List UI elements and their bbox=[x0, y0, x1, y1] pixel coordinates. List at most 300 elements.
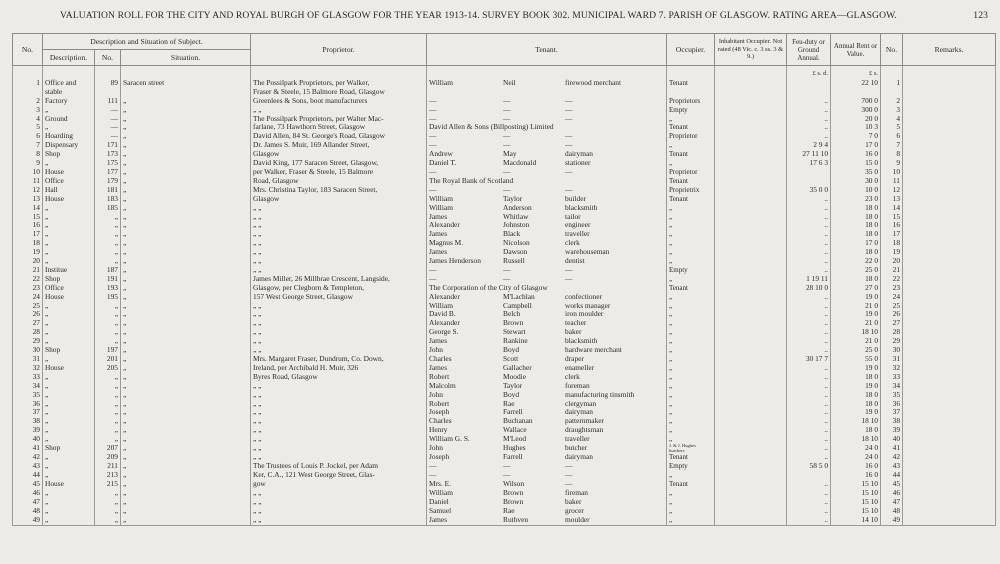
inhabitant-occupier-cell bbox=[715, 195, 787, 204]
remarks-cell bbox=[903, 453, 996, 462]
tenant-cell bbox=[427, 150, 667, 159]
tenant-cell bbox=[427, 417, 667, 426]
annual-rent-cell: 10 3 bbox=[831, 123, 881, 132]
page-header bbox=[0, 10, 1000, 24]
tenant-occupation: enameller bbox=[565, 363, 595, 372]
row-number-right: 33 bbox=[881, 373, 903, 382]
occupier-cell: Tenant bbox=[667, 480, 715, 489]
street-number-cell: 179 bbox=[95, 177, 121, 186]
annual-rent-cell: 14 10 bbox=[831, 516, 881, 525]
row-number bbox=[13, 88, 43, 97]
situation-cell: „ bbox=[121, 426, 251, 435]
tenant-cell bbox=[427, 115, 667, 124]
street-number-cell: 111 bbox=[95, 97, 121, 106]
situation-cell: „ bbox=[121, 373, 251, 382]
proprietor-cell: Ker, C.A., 121 West George Street, Glas- bbox=[251, 471, 427, 480]
feu-duty-cell: 1 19 11 bbox=[787, 275, 831, 284]
row-number-right: 8 bbox=[881, 150, 903, 159]
situation-cell: „ bbox=[121, 123, 251, 132]
description-cell: „ bbox=[43, 310, 95, 319]
street-number-cell: „ bbox=[95, 221, 121, 230]
feu-duty-cell: 35 0 0 bbox=[787, 186, 831, 195]
table-row bbox=[13, 159, 996, 168]
proprietor-cell: „ „ bbox=[251, 248, 427, 257]
proprietor-cell: Mrs. Margaret Fraser, Dundrum, Co. Down, bbox=[251, 355, 427, 364]
situation-cell: „ bbox=[121, 462, 251, 471]
table-row bbox=[13, 88, 996, 97]
tenant-forename: James bbox=[429, 212, 448, 221]
tenant-surname: Dawson bbox=[503, 248, 528, 257]
tenant-cell bbox=[427, 221, 667, 230]
tenant-cell bbox=[427, 310, 667, 319]
street-number-cell: „ bbox=[95, 373, 121, 382]
tenant-cell bbox=[427, 408, 667, 417]
occupier-cell: Tenant bbox=[667, 123, 715, 132]
annual-rent-cell: 16 0 bbox=[831, 471, 881, 480]
table-row bbox=[13, 239, 996, 248]
annual-rent-cell: 19 0 bbox=[831, 364, 881, 373]
proprietor-cell: „ „ bbox=[251, 239, 427, 248]
situation-cell: „ bbox=[121, 221, 251, 230]
remarks-cell bbox=[903, 480, 996, 489]
tenant-cell bbox=[427, 275, 667, 284]
tenant-forename: Charles bbox=[429, 355, 452, 363]
situation-cell: „ bbox=[121, 408, 251, 417]
street-number-cell: „ bbox=[95, 507, 121, 516]
table-row bbox=[13, 284, 996, 293]
proprietor-cell: David Allen, 84 St. George's Road, Glasgow bbox=[251, 132, 427, 141]
occupier-cell: „ bbox=[667, 257, 715, 266]
annual-rent-cell: 18 0 bbox=[831, 221, 881, 230]
tenant-occupation: — bbox=[565, 185, 573, 194]
proprietor-cell: „ „ bbox=[251, 213, 427, 222]
occupier-cell: „ bbox=[667, 302, 715, 311]
row-number: 8 bbox=[13, 150, 43, 159]
description-cell: House bbox=[43, 293, 95, 302]
annual-rent-cell: 55 0 bbox=[831, 355, 881, 364]
proprietor-cell: „ „ bbox=[251, 302, 427, 311]
proprietor-cell: „ „ bbox=[251, 498, 427, 507]
feu-duty-cell: .. bbox=[787, 115, 831, 124]
remarks-cell bbox=[903, 248, 996, 257]
occupier-cell: „ bbox=[667, 141, 715, 150]
remarks-cell bbox=[903, 284, 996, 293]
table-row bbox=[13, 498, 996, 507]
description-cell: „ bbox=[43, 507, 95, 516]
row-number: 7 bbox=[13, 141, 43, 150]
inhabitant-occupier-cell bbox=[715, 248, 787, 257]
tenant-surname: Farrell bbox=[503, 453, 523, 462]
tenant-occupation: clerk bbox=[565, 239, 580, 248]
description-cell: Shop bbox=[43, 444, 95, 453]
tenant-surname: — bbox=[503, 471, 511, 480]
col-header-situation: Situation. bbox=[121, 50, 251, 66]
row-number: 48 bbox=[13, 507, 43, 516]
tenant-surname: Rae bbox=[503, 506, 515, 515]
inhabitant-occupier-cell bbox=[715, 257, 787, 266]
row-number-right: 3 bbox=[881, 106, 903, 115]
tenant-occupation: grocer bbox=[565, 506, 584, 515]
feu-duty-cell: 30 17 7 bbox=[787, 355, 831, 364]
tenant-forename: James bbox=[429, 363, 448, 372]
proprietor-cell: „ „ bbox=[251, 337, 427, 346]
tenant-cell bbox=[427, 453, 667, 462]
situation-cell: „ bbox=[121, 346, 251, 355]
situation-cell: „ bbox=[121, 230, 251, 239]
feu-duty-cell: .. bbox=[787, 123, 831, 132]
description-cell: „ bbox=[43, 417, 95, 426]
remarks-cell bbox=[903, 221, 996, 230]
proprietor-cell: per Walker, Fraser & Steele, 15 Balmore bbox=[251, 168, 427, 177]
annual-rent-cell: 22 0 bbox=[831, 257, 881, 266]
row-number-right: 17 bbox=[881, 230, 903, 239]
tenant-cell bbox=[427, 132, 667, 141]
tenant-forename: Samuel bbox=[429, 506, 452, 515]
tenant-surname: Gallacher bbox=[503, 363, 532, 372]
col-header-number: No. bbox=[95, 50, 121, 66]
proprietor-cell: Glasgow bbox=[251, 150, 427, 159]
table-row bbox=[13, 195, 996, 204]
tenant-occupation: — bbox=[565, 265, 573, 274]
tenant-forename: — bbox=[429, 462, 437, 471]
tenant-cell bbox=[427, 79, 667, 88]
description-cell: „ bbox=[43, 400, 95, 409]
tenant-surname: M'Lachlan bbox=[503, 292, 535, 301]
occupier-cell: „ bbox=[667, 293, 715, 302]
row-number-right: 47 bbox=[881, 498, 903, 507]
tenant-occupation: baker bbox=[565, 497, 582, 506]
inhabitant-occupier-cell bbox=[715, 400, 787, 409]
tenant-forename: William bbox=[429, 78, 453, 87]
remarks-cell bbox=[903, 444, 996, 453]
remarks-cell bbox=[903, 177, 996, 186]
proprietor-cell: „ „ bbox=[251, 444, 427, 453]
tenant-cell bbox=[427, 248, 667, 257]
remarks-cell bbox=[903, 435, 996, 444]
occupier-cell: Tenant bbox=[667, 150, 715, 159]
row-number-right: 6 bbox=[881, 132, 903, 141]
inhabitant-occupier-cell bbox=[715, 328, 787, 337]
situation-cell: „ bbox=[121, 382, 251, 391]
tenant-surname: Black bbox=[503, 230, 521, 239]
tenant-forename: Mrs. E. bbox=[429, 479, 451, 488]
inhabitant-occupier-cell bbox=[715, 453, 787, 462]
situation-cell: „ bbox=[121, 186, 251, 195]
situation-cell: „ bbox=[121, 195, 251, 204]
inhabitant-occupier-cell bbox=[715, 489, 787, 498]
feu-duty-cell bbox=[787, 79, 831, 88]
tenant-forename: George S. bbox=[429, 328, 459, 337]
inhabitant-occupier-cell bbox=[715, 88, 787, 97]
row-number-right: 42 bbox=[881, 453, 903, 462]
street-number-cell: 193 bbox=[95, 284, 121, 293]
street-number-cell: „ bbox=[95, 302, 121, 311]
tenant-forename: Malcolm bbox=[429, 381, 456, 390]
situation-cell: „ bbox=[121, 204, 251, 213]
occupier-cell: „ bbox=[667, 204, 715, 213]
row-number-right: 39 bbox=[881, 426, 903, 435]
description-cell: „ bbox=[43, 204, 95, 213]
proprietor-cell: farlane, 73 Hawthorn Street, Glasgow bbox=[251, 123, 427, 132]
proprietor-cell: „ „ bbox=[251, 426, 427, 435]
street-number-cell: 215 bbox=[95, 480, 121, 489]
situation-cell: „ bbox=[121, 302, 251, 311]
remarks-cell bbox=[903, 79, 996, 88]
feu-duty-cell: .. bbox=[787, 364, 831, 373]
tenant-cell bbox=[427, 462, 667, 471]
street-number-cell: 177 bbox=[95, 168, 121, 177]
description-cell: House bbox=[43, 364, 95, 373]
row-number: 38 bbox=[13, 417, 43, 426]
inhabitant-occupier-cell bbox=[715, 177, 787, 186]
inhabitant-occupier-cell bbox=[715, 435, 787, 444]
occupier-cell: „ bbox=[667, 319, 715, 328]
tenant-forename: — bbox=[429, 105, 437, 114]
tenant-forename: — bbox=[429, 167, 437, 176]
inhabitant-occupier-cell bbox=[715, 373, 787, 382]
remarks-cell bbox=[903, 159, 996, 168]
tenant-occupation: blacksmith bbox=[565, 337, 598, 346]
inhabitant-occupier-cell bbox=[715, 346, 787, 355]
street-number-cell: 207 bbox=[95, 444, 121, 453]
tenant-surname: Boyd bbox=[503, 390, 520, 399]
annual-rent-cell: 18 0 bbox=[831, 426, 881, 435]
situation-cell: „ bbox=[121, 319, 251, 328]
feu-duty-cell: 28 10 0 bbox=[787, 284, 831, 293]
remarks-cell bbox=[903, 168, 996, 177]
feu-duty-cell bbox=[787, 177, 831, 186]
row-number-right: 15 bbox=[881, 213, 903, 222]
feu-duty-cell: .. bbox=[787, 507, 831, 516]
description-cell: Office bbox=[43, 177, 95, 186]
inhabitant-occupier-cell bbox=[715, 186, 787, 195]
proprietor-cell: „ „ bbox=[251, 489, 427, 498]
description-cell: „ bbox=[43, 123, 95, 132]
situation-cell bbox=[121, 88, 251, 97]
description-cell: Shop bbox=[43, 150, 95, 159]
inhabitant-occupier-cell bbox=[715, 319, 787, 328]
remarks-cell bbox=[903, 204, 996, 213]
tenant-surname: — bbox=[503, 462, 511, 471]
description-cell: „ bbox=[43, 516, 95, 525]
tenant-cell bbox=[427, 498, 667, 507]
tenant-cell bbox=[427, 123, 667, 132]
description-cell: „ bbox=[43, 319, 95, 328]
tenant-occupation: hardware merchant bbox=[565, 346, 622, 355]
row-number-right: 44 bbox=[881, 471, 903, 480]
tenant-occupation: builder bbox=[565, 194, 586, 203]
street-number-cell: „ bbox=[95, 328, 121, 337]
street-number-cell: „ bbox=[95, 257, 121, 266]
situation-cell: „ bbox=[121, 471, 251, 480]
inhabitant-occupier-cell bbox=[715, 213, 787, 222]
proprietor-cell: „ „ bbox=[251, 408, 427, 417]
occupier-cell: „ bbox=[667, 328, 715, 337]
situation-cell: „ bbox=[121, 239, 251, 248]
annual-rent-cell: 18 10 bbox=[831, 435, 881, 444]
inhabitant-occupier-cell bbox=[715, 230, 787, 239]
table-row bbox=[13, 435, 996, 444]
feu-duty-cell: 2 9 4 bbox=[787, 141, 831, 150]
row-number: 27 bbox=[13, 319, 43, 328]
remarks-cell bbox=[903, 471, 996, 480]
proprietor-cell: „ „ bbox=[251, 516, 427, 525]
street-number-cell: 209 bbox=[95, 453, 121, 462]
table-row bbox=[13, 489, 996, 498]
tenant-surname: Neil bbox=[503, 78, 516, 87]
occupier-cell: „ bbox=[667, 498, 715, 507]
description-cell: Shop bbox=[43, 275, 95, 284]
row-number-right: 20 bbox=[881, 257, 903, 266]
description-cell: „ bbox=[43, 408, 95, 417]
proprietor-cell: „ „ bbox=[251, 435, 427, 444]
tenant-occupation: clergyman bbox=[565, 399, 597, 408]
description-cell: stable bbox=[43, 88, 95, 97]
row-number-right: 43 bbox=[881, 462, 903, 471]
street-number-cell: 89 bbox=[95, 79, 121, 88]
street-number-cell: „ bbox=[95, 239, 121, 248]
row-number: 16 bbox=[13, 221, 43, 230]
occupier-cell: Tenant bbox=[667, 453, 715, 462]
annual-rent-cell: 19 0 bbox=[831, 382, 881, 391]
tenant-surname: Boyd bbox=[503, 346, 520, 355]
tenant-forename: John bbox=[429, 444, 443, 453]
row-number: 6 bbox=[13, 132, 43, 141]
tenant-forename: William bbox=[429, 194, 453, 203]
feu-duty-cell: .. bbox=[787, 417, 831, 426]
occupier-cell: Proprietrix bbox=[667, 186, 715, 195]
remarks-cell bbox=[903, 310, 996, 319]
row-number-right: 14 bbox=[881, 204, 903, 213]
row-number: 10 bbox=[13, 168, 43, 177]
annual-rent-cell: 18 0 bbox=[831, 248, 881, 257]
remarks-cell bbox=[903, 417, 996, 426]
feu-duty-cell: 58 5 0 bbox=[787, 462, 831, 471]
tenant-cell bbox=[427, 364, 667, 373]
tenant-cell bbox=[427, 213, 667, 222]
situation-cell: „ bbox=[121, 177, 251, 186]
annual-rent-cell: 16 0 bbox=[831, 462, 881, 471]
annual-rent-cell: 19 0 bbox=[831, 310, 881, 319]
table-row bbox=[13, 213, 996, 222]
street-number-cell: „ bbox=[95, 489, 121, 498]
tenant-cell bbox=[427, 328, 667, 337]
proprietor-cell: Glasgow, per Clegborn & Templeton, bbox=[251, 284, 427, 293]
tenant-occupation: dairyman bbox=[565, 150, 593, 159]
tenant-cell bbox=[427, 141, 667, 150]
row-number: 39 bbox=[13, 426, 43, 435]
tenant-surname: Wilson bbox=[503, 479, 525, 488]
tenant-occupation: — bbox=[565, 471, 573, 480]
inhabitant-occupier-cell bbox=[715, 168, 787, 177]
tenant-cell bbox=[427, 507, 667, 516]
col-header-proprietor: Proprietor. bbox=[251, 34, 427, 66]
tenant-forename: — bbox=[429, 132, 437, 141]
situation-cell: „ bbox=[121, 453, 251, 462]
table-row bbox=[13, 364, 996, 373]
remarks-cell bbox=[903, 141, 996, 150]
tenant-cell bbox=[427, 391, 667, 400]
inhabitant-occupier-cell bbox=[715, 417, 787, 426]
row-number-right: 35 bbox=[881, 391, 903, 400]
remarks-cell bbox=[903, 97, 996, 106]
tenant-forename: — bbox=[429, 141, 437, 150]
tenant-surname: — bbox=[503, 141, 511, 150]
tenant-cell bbox=[427, 293, 667, 302]
table-row bbox=[13, 417, 996, 426]
feu-duty-cell: .. bbox=[787, 373, 831, 382]
tenant-forename: William G. S. bbox=[429, 435, 470, 444]
tenant-occupation: fireman bbox=[565, 488, 588, 497]
annual-rent-cell: 22 10 bbox=[831, 79, 881, 88]
annual-rent-cell: 23 0 bbox=[831, 195, 881, 204]
col-header-feu-duty: Feu-duty or Ground Annual. bbox=[787, 34, 831, 66]
street-number-cell: „ bbox=[95, 417, 121, 426]
row-number-right: 23 bbox=[881, 284, 903, 293]
row-number-right: 10 bbox=[881, 168, 903, 177]
feu-duty-cell: .. bbox=[787, 444, 831, 453]
occupier-cell: Empty bbox=[667, 106, 715, 115]
occupier-cell: „ bbox=[667, 221, 715, 230]
remarks-cell bbox=[903, 186, 996, 195]
feu-duty-cell: .. bbox=[787, 106, 831, 115]
row-number-right: 49 bbox=[881, 516, 903, 525]
proprietor-cell: Fraser & Steele, 15 Balmore Road, Glasgow bbox=[251, 88, 427, 97]
tenant-occupation: stationer bbox=[565, 159, 591, 168]
tenant-surname: Macdonald bbox=[503, 159, 537, 168]
tenant-surname: Ruthven bbox=[503, 515, 529, 524]
tenant-cell bbox=[427, 302, 667, 311]
tenant-surname: Campbell bbox=[503, 301, 532, 310]
row-number-right: 32 bbox=[881, 364, 903, 373]
proprietor-cell: „ „ bbox=[251, 382, 427, 391]
tenant-forename: — bbox=[429, 114, 437, 123]
occupier-cell: „ bbox=[667, 346, 715, 355]
tenant-cell bbox=[427, 177, 667, 186]
tenant-cell bbox=[427, 266, 667, 275]
description-cell: House bbox=[43, 168, 95, 177]
feu-duty-cell: .. bbox=[787, 480, 831, 489]
inhabitant-occupier-cell bbox=[715, 302, 787, 311]
row-number-right: 18 bbox=[881, 239, 903, 248]
tenant-forename: James bbox=[429, 337, 448, 346]
situation-cell: Saracen street bbox=[121, 79, 251, 88]
situation-cell: „ bbox=[121, 284, 251, 293]
inhabitant-occupier-cell bbox=[715, 141, 787, 150]
street-number-cell: „ bbox=[95, 498, 121, 507]
tenant-cell bbox=[427, 204, 667, 213]
feu-duty-cell: .. bbox=[787, 230, 831, 239]
row-number-right: 16 bbox=[881, 221, 903, 230]
feu-duty-cell: .. bbox=[787, 97, 831, 106]
feu-duty-cell: .. bbox=[787, 293, 831, 302]
street-number-cell: „ bbox=[95, 400, 121, 409]
proprietor-cell: Ireland, per Archibald H. Muir, 326 bbox=[251, 364, 427, 373]
feu-duty-cell: .. bbox=[787, 489, 831, 498]
row-number: 9 bbox=[13, 159, 43, 168]
row-number: 33 bbox=[13, 373, 43, 382]
occupier-cell: „ bbox=[667, 159, 715, 168]
proprietor-cell: „ „ bbox=[251, 230, 427, 239]
occupier-cell: „ bbox=[667, 230, 715, 239]
row-number: 37 bbox=[13, 408, 43, 417]
table-row bbox=[13, 391, 996, 400]
tenant-occupation: draper bbox=[565, 355, 584, 363]
row-number: 47 bbox=[13, 498, 43, 507]
table-row bbox=[13, 293, 996, 302]
occupier-cell: Proprietor bbox=[667, 132, 715, 141]
feu-duty-cell: .. bbox=[787, 302, 831, 311]
